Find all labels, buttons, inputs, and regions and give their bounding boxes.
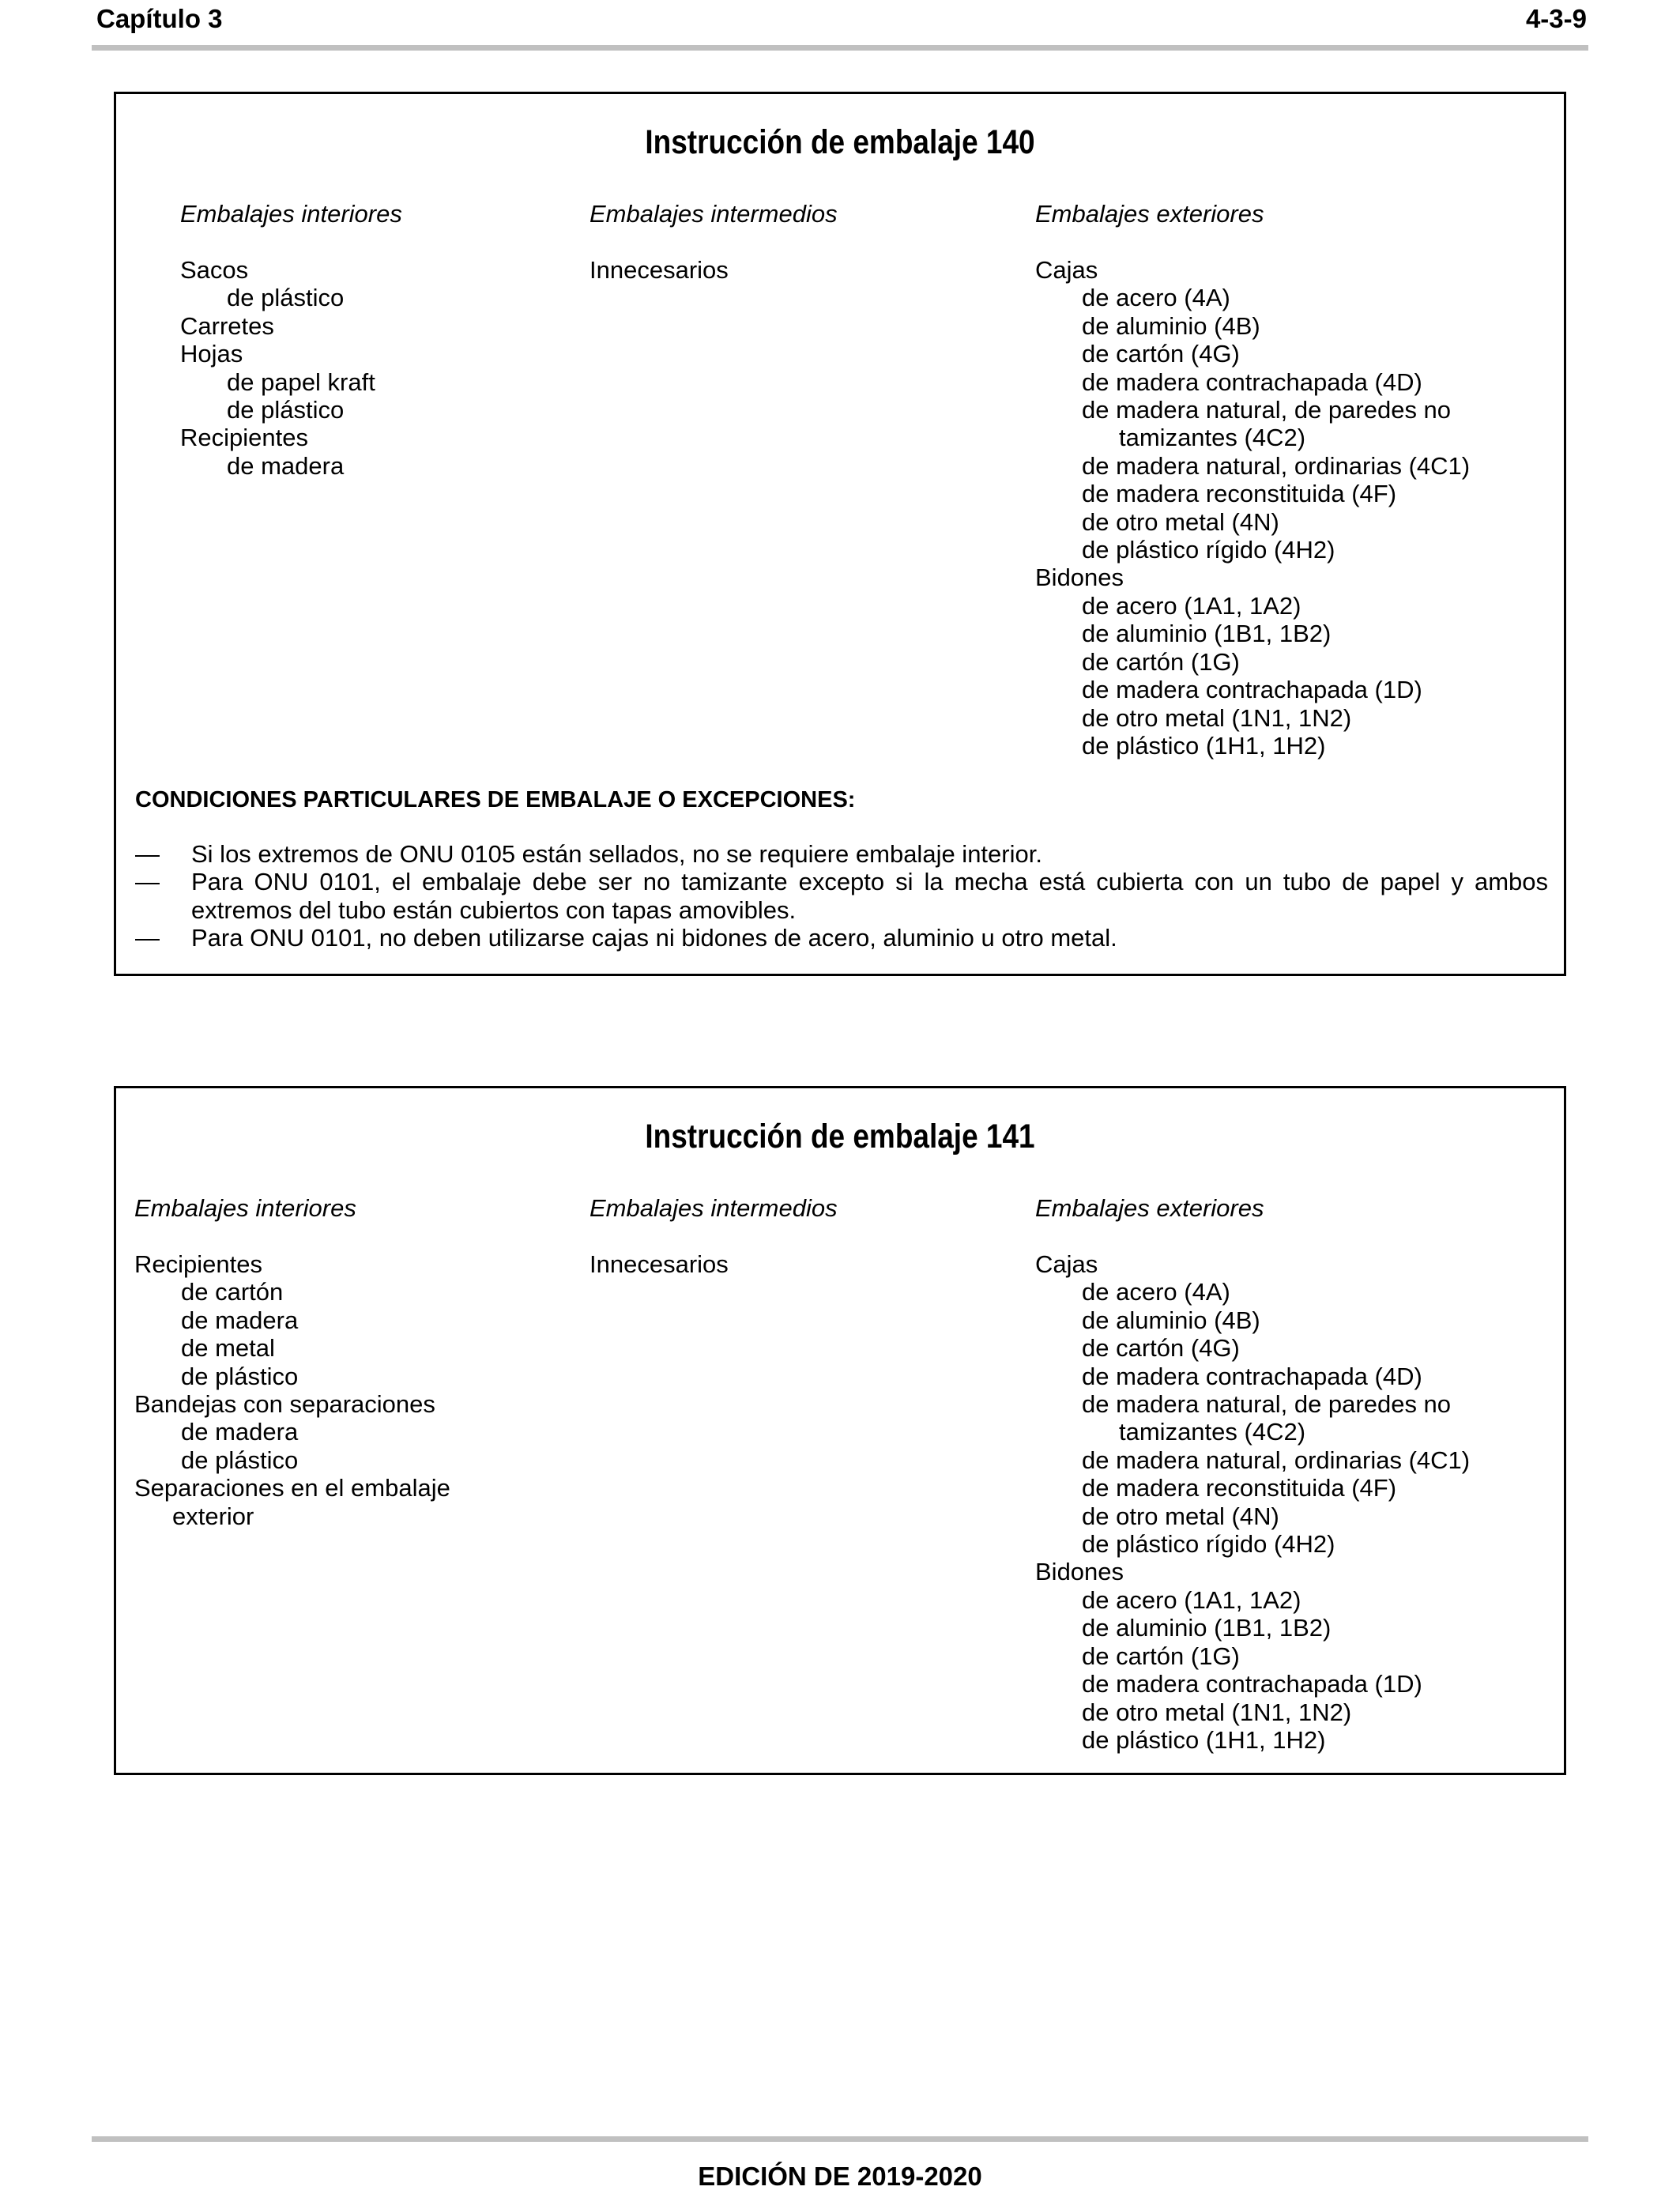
packing-instruction-141 — [114, 1086, 1566, 1775]
list-item: de madera natural, ordinarias (4C1) — [1082, 1446, 1471, 1474]
list-item: de acero (1A1, 1A2) — [1082, 591, 1301, 620]
dash-bullet: — — [135, 924, 160, 952]
inner-packagings-list — [180, 256, 733, 480]
list-item: Bandejas con separaciones — [134, 1390, 435, 1419]
list-item: de cartón (1G) — [1082, 1642, 1240, 1670]
outer-packagings-list — [1035, 1250, 1588, 1754]
list-item: de metal — [181, 1334, 275, 1363]
packing-instruction-140 — [114, 92, 1566, 976]
list-item: de madera reconstituida (4F) — [1082, 480, 1397, 508]
list-item: de plástico — [181, 1362, 299, 1390]
intermediate-packagings-heading: Embalajes intermedios — [590, 200, 838, 228]
list-item: de acero (4A) — [1082, 284, 1230, 312]
list-item — [135, 868, 1548, 924]
list-item: de plástico (1H1, 1H2) — [1082, 1725, 1326, 1754]
list-item: Bidones — [1035, 564, 1124, 592]
list-item: de cartón (4G) — [1082, 1334, 1240, 1363]
list-item: de papel kraft — [227, 368, 375, 396]
list-item: de acero (4A) — [1082, 1278, 1230, 1306]
list-item: Hojas — [180, 340, 243, 368]
list-item: Sacos — [180, 256, 249, 284]
inner-packagings-heading: Embalajes interiores — [134, 1194, 356, 1222]
intermediate-packagings-heading: Embalajes intermedios — [590, 1194, 838, 1222]
list-item: de aluminio (4B) — [1082, 311, 1260, 340]
list-item: de aluminio (4B) — [1082, 1306, 1260, 1334]
list-item: Recipientes — [134, 1250, 262, 1278]
footer-rule — [92, 2136, 1588, 2142]
outer-packagings-heading: Embalajes exteriores — [1035, 200, 1264, 228]
list-item: Carretes — [180, 311, 274, 340]
intermediate-packagings-column-141 — [590, 1194, 838, 1278]
list-item: exterior — [172, 1502, 254, 1530]
list-item: Innecesarios — [590, 1250, 729, 1278]
list-item: de plástico (1H1, 1H2) — [1082, 731, 1326, 760]
list-item: de aluminio (1B1, 1B2) — [1082, 620, 1332, 648]
list-item: de madera natural, ordinarias (4C1) — [1082, 451, 1471, 480]
condition-text: Si los extremos de ONU 0105 están sellados, no se requiere embalaje interior. — [191, 840, 1042, 868]
list-item: de plástico rígido (4H2) — [1082, 1530, 1335, 1559]
list-item: de madera — [181, 1418, 299, 1446]
page-number: 4-3-9 — [1525, 4, 1587, 33]
list-item: tamizantes (4C2) — [1119, 424, 1306, 452]
chapter-label: Capítulo 3 — [96, 4, 223, 33]
condition-text: Para ONU 0101, el embalaje debe ser no tamizante excepto si la mecha está cubierta con un tubo de papel y ambos extremos del tubo están cubiertos con tapas amovibles. — [191, 868, 1548, 924]
list-item: Cajas — [1035, 1250, 1098, 1278]
list-item: de cartón — [181, 1278, 284, 1306]
dash-bullet: — — [135, 840, 160, 868]
dash-bullet: — — [135, 868, 160, 896]
list-item: de madera natural, de paredes no — [1082, 1390, 1452, 1419]
instruction-140-title: Instrucción de embalaje 140 — [645, 123, 1035, 161]
condition-text: Para ONU 0101, no deben utilizarse cajas ni bidones de acero, aluminio u otro metal. — [191, 924, 1117, 952]
outer-packagings-column-140 — [1035, 200, 1471, 760]
list-item: de madera reconstituida (4F) — [1082, 1474, 1397, 1502]
list-item: de plástico rígido (4H2) — [1082, 536, 1335, 564]
list-item: de madera contrachapada (4D) — [1082, 1362, 1422, 1390]
list-item: de madera — [227, 451, 345, 480]
list-item — [135, 924, 1548, 952]
inner-packagings-column-141 — [134, 1194, 450, 1530]
list-item: de madera contrachapada (4D) — [1082, 368, 1422, 396]
list-item: de madera contrachapada (1D) — [1082, 1670, 1422, 1698]
list-item — [135, 840, 1548, 868]
list-item: de otro metal (4N) — [1082, 1502, 1279, 1530]
list-item: Recipientes — [180, 424, 308, 452]
list-item: de cartón (4G) — [1082, 340, 1240, 368]
list-item: de acero (1A1, 1A2) — [1082, 1585, 1301, 1614]
instruction-141-title: Instrucción de embalaje 141 — [645, 1118, 1035, 1155]
list-item: de aluminio (1B1, 1B2) — [1082, 1614, 1332, 1642]
header-rule — [92, 45, 1588, 51]
list-item: de otro metal (4N) — [1082, 507, 1279, 536]
list-item: de otro metal (1N1, 1N2) — [1082, 703, 1352, 732]
list-item: tamizantes (4C2) — [1119, 1418, 1306, 1446]
list-item: de plástico — [227, 284, 345, 312]
list-item: de madera — [181, 1306, 299, 1334]
list-item: Innecesarios — [590, 256, 729, 284]
list-item: Cajas — [1035, 256, 1098, 284]
list-item: Bidones — [1035, 1558, 1124, 1586]
list-item: de madera natural, de paredes no — [1082, 396, 1452, 424]
list-item: de madera contrachapada (1D) — [1082, 676, 1422, 704]
edition-footer: EDICIÓN DE 2019-2020 — [698, 2162, 982, 2191]
outer-packagings-heading: Embalajes exteriores — [1035, 1194, 1264, 1222]
outer-packagings-list — [1035, 256, 1588, 760]
list-item: Separaciones en el embalaje — [134, 1474, 450, 1502]
inner-packagings-list — [134, 1250, 687, 1530]
list-item: de plástico — [227, 396, 345, 424]
outer-packagings-column-141 — [1035, 1194, 1471, 1754]
list-item: de cartón (1G) — [1082, 647, 1240, 676]
list-item: de plástico — [181, 1446, 299, 1474]
intermediate-packagings-column-140 — [590, 200, 838, 284]
conditions-heading: CONDICIONES PARTICULARES DE EMBALAJE O EXCEPCIONES: — [135, 787, 856, 812]
inner-packagings-column-140 — [180, 200, 402, 480]
conditions-list — [135, 840, 1548, 952]
inner-packagings-heading: Embalajes interiores — [180, 200, 402, 228]
list-item: de otro metal (1N1, 1N2) — [1082, 1698, 1352, 1726]
